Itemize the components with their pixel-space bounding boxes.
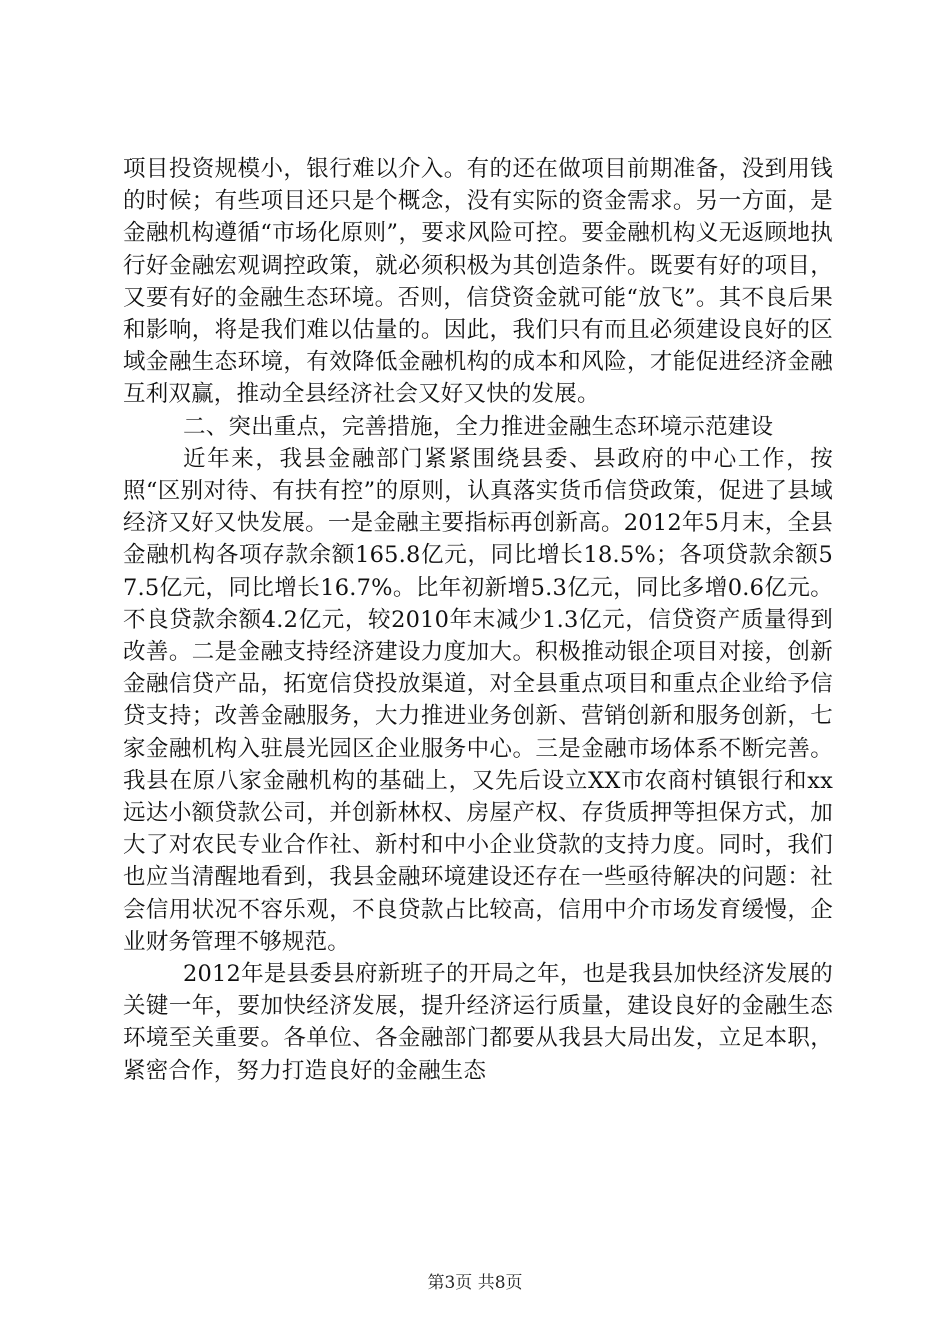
paragraph-project-investment: 项目投资规模小，银行难以介入。有的还在做项目前期准备，没到用钱的时候；有些项目还只是个概念，没有实际的资金需求。另一方面，是金融机构遵循“市场化原则”，要求风险可控。要金融机构义无返顾地执行好金融宏观调控政策，就必须积极为其创造条件。既要有好的项目，又要有好的金融生态环境。否则，信贷资金就可能“放飞”。其不良后果和影响，将是我们难以估量的。因此，我们只有而且必须建设良好的区域金融生态环境，有效降低金融机构的成本和风险，才能促进经济金融互利双赢，推动全县经济社会又好又快的发展。 xyxy=(123,156,833,408)
section-heading-two: 二、突出重点，完善措施，全力推进金融生态环境示范建设 xyxy=(183,413,774,440)
document-body xyxy=(123,153,833,1087)
paragraph-recent-years: 近年来，我县金融部门紧紧围绕县委、县政府的中心工作，按照“区别对待、有扶有控”的原则，认真落实货币信贷政策，促进了县域经济又好又快发展。一是金融主要指标再创新高。2012年5月末，全县金融机构各项存款余额165.8亿元，同比增长18.5%；各项贷款余额57.5亿元，同比增长16.7%。比年初新增5.3亿元，同比多增0.6亿元。不良贷款余额4.2亿元，较2010年末减少1.3亿元，信贷资产质量得到改善。二是金融支持经济建设力度加大。积极推动银企项目对接，创新金融信贷产品，拓宽信贷投放渠道，对全县重点项目和重点企业给予信贷支持；改善金融服务，大力推进业务创新、营销创新和服务创新，七家金融机构入驻晨光园区企业服务中心。三是金融市场体系不断完善。我县在原八家金融机构的基础上，又先后设立XX市农商村镇银行和xx远达小额贷款公司，并创新林权、房屋产权、存货质押等担保方式，加大了对农民专业合作社、新村和中小企业贷款的支持力度。同时，我们也应当清醒地看到，我县金融环境建设还存在一些亟待解决的问题：社会信用状况不容乐观，不良贷款占比较高，信用中介市场发育缓慢，企业财务管理不够规范。 xyxy=(123,445,833,955)
paragraph-2012: 2012年是县委县府新班子的开局之年，也是我县加快经济发展的关键一年，要加快经济发展，提升经济运行质量，建设良好的金融生态环境至关重要。各单位、各金融部门都要从我县大局出发，立足本职，紧密合作，努力打造良好的金融生态 xyxy=(123,961,833,1084)
page-footer: 第3页 共8页 xyxy=(427,1273,523,1293)
